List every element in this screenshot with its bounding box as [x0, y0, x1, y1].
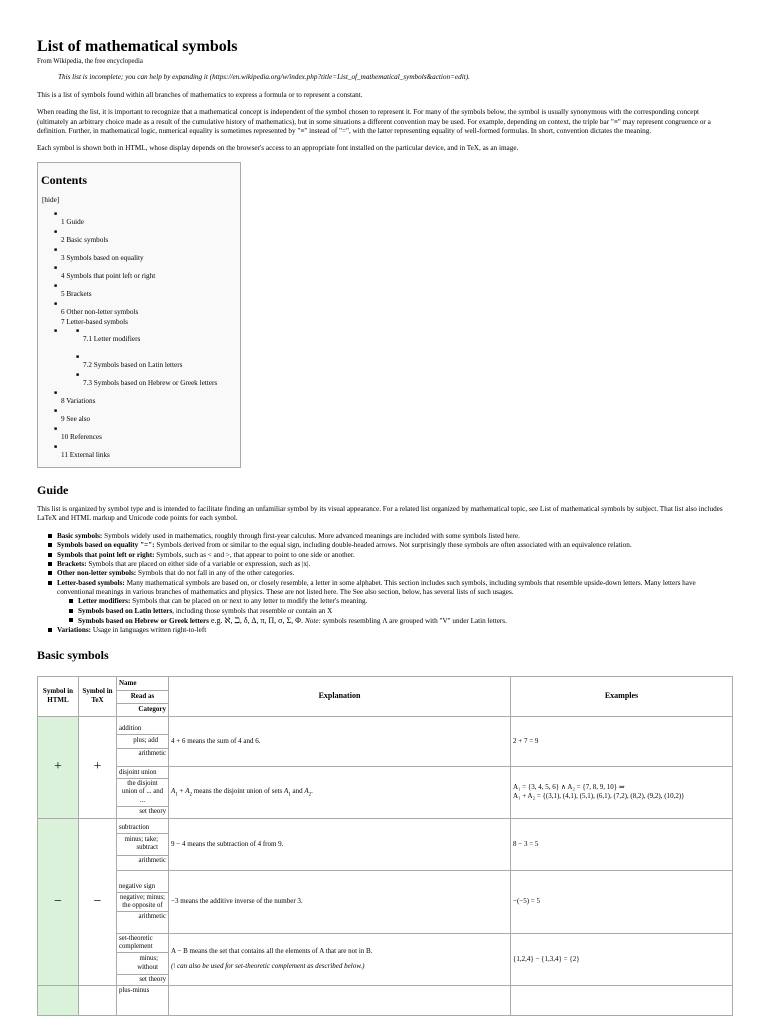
list-item: Basic symbols: Symbols widely used in mathematics, roughly through first-year calculus. More advanced meanings are included with some symbols listed here. [37, 532, 731, 541]
symbol-tex-cell: − [79, 818, 117, 985]
list-item: Letter-based symbols: Many mathematical symbols are based on, or closely resemble, a letter in some alphabet. This section includes such symbols, including symbols that resemble upside-down letters. Many letters have conventional meanings in various branches of mathematics and physics. These are not listed here. The See also section, below, has several lists of such usages. Letter modifiers: Symbols that can be placed on or next to any letter to modify the letter's meaning. Symbols based on Latin letters, including those symbols that resemble or contain an X Symbols based on Hebrew or Greek letters e.g. ℵ, ℶ, δ, Δ, π, Π, σ, Σ, Φ. Note: symbols resembling Λ are grouped with "V" under Latin letters. [37, 579, 731, 627]
list-item: Letter modifiers: Symbols that can be placed on or next to any letter to modify the letter's meaning. [57, 597, 731, 606]
bullet-icon: ■ [54, 211, 58, 217]
list-item: Symbols that point left or right: Symbols, such as < and >, that appear to point to one side or another. [37, 551, 731, 560]
table-row [38, 716, 733, 766]
bullet-icon: ■ [76, 372, 80, 378]
bullet-icon: ■ [54, 408, 58, 414]
toc-item[interactable]: ■ 6 Other non-letter symbols [54, 301, 139, 316]
table-row [38, 870, 733, 933]
basic-symbols-table [37, 676, 733, 1016]
bullet-icon: ■ [54, 247, 58, 253]
list-item: Other non-letter symbols: Symbols that do not fall in any of the other categories. [37, 569, 731, 578]
name-cell: set-theoretic complement minus; without set theory [117, 933, 169, 985]
symbol-html-cell: − [38, 818, 79, 985]
tagline: From Wikipedia, the free encyclopedia [37, 57, 143, 65]
toc-hide-link[interactable]: [hide] [42, 196, 60, 205]
bullet-icon: ■ [76, 328, 80, 334]
name-cell: subtraction minus; take; subtract arithmetic [117, 818, 169, 870]
hatnote[interactable]: This list is incomplete; you can help by expanding it (https://en.wikipedia.org/w/index.php?title=List_of_mathematical_symbols&action=edit). [58, 73, 470, 82]
table-row [38, 933, 733, 985]
bullet-icon: ■ [54, 229, 58, 235]
bullet-icon [48, 534, 52, 538]
col-header-category: Category [117, 703, 169, 716]
list-item: Brackets: Symbols that are placed on either side of a variable or expression, such as |x|. [37, 560, 731, 569]
name-cell: addition plus; add arithmetic [117, 716, 169, 766]
col-header-read-as: Read as [117, 690, 169, 703]
bullet-icon [69, 609, 73, 613]
bullet-icon: ■ [54, 328, 58, 334]
list-item: Symbols based on Latin letters, including those symbols that resemble or contain an X [57, 607, 731, 616]
bullet-icon: ■ [54, 283, 58, 289]
name-cell: negative sign negative; minus; the opposite of arithmetic [117, 870, 169, 933]
list-item: Variations: Usage in languages written right-to-left [37, 626, 731, 635]
col-header-explanation: Explanation [169, 676, 511, 716]
list-item: Symbols based on Hebrew or Greek letters e.g. ℵ, ℶ, δ, Δ, π, Π, σ, Σ, Φ. Note: symbols resembling Λ are grouped with "V" under Latin letters. [57, 616, 731, 626]
table-of-contents [37, 162, 241, 468]
symbol-html-cell [38, 985, 79, 1015]
table-row [38, 818, 733, 870]
symbol-html-cell: + [38, 716, 79, 818]
symbol-tex-cell: + [79, 716, 117, 818]
symbol-tex-cell [79, 985, 117, 1015]
explanation-cell: 4 + 6 means the sum of 4 and 6. [169, 716, 511, 766]
guide-sublist [57, 597, 731, 626]
bullet-icon: ■ [54, 301, 58, 307]
bullet-icon: ■ [54, 444, 58, 450]
bullet-icon [48, 581, 52, 585]
bullet-icon [48, 628, 52, 632]
example-cell: 8 − 3 = 5 [511, 818, 733, 870]
bullet-icon [48, 543, 52, 547]
toc-item[interactable]: ■ 5 Brackets [54, 283, 92, 298]
bullet-icon [69, 618, 73, 622]
toc-item[interactable]: ■ 10 References [54, 426, 102, 441]
guide-heading: Guide [37, 482, 69, 497]
name-cell: plus-minus [117, 985, 169, 1015]
col-header-symbol-tex: Symbol in TeX [79, 676, 117, 716]
bullet-icon [48, 553, 52, 557]
toc-list [41, 210, 235, 461]
bullet-icon [48, 562, 52, 566]
toc-item[interactable]: ■ 2 Basic symbols [54, 229, 109, 244]
guide-paragraph: This list is organized by symbol type and is intended to facilitate finding an unfamiliar symbol by its visual appearance. For a related list organized by mathematical topic, see List of mathematical symbols by subject. That list also includes LaTeX and HTML markup and Unicode code points for each symbol. [37, 505, 723, 523]
guide-list [37, 532, 731, 636]
basic-symbols-heading: Basic symbols [37, 647, 109, 662]
toc-item[interactable]: 7 Letter-based symbols [61, 317, 128, 326]
example-cell: 2 + 7 = 9 [511, 716, 733, 766]
explanation-cell [169, 985, 511, 1015]
table-row [38, 766, 733, 818]
toc-item[interactable]: ■ 4 Symbols that point left or right [54, 265, 156, 280]
bullet-icon: ■ [54, 426, 58, 432]
name-cell: disjoint union the disjoint union of ... and ... set theory [117, 766, 169, 818]
toc-item[interactable]: ■ 7.3 Symbols based on Hebrew or Greek letters [76, 372, 218, 387]
list-item: Symbols based on equality "=": Symbols derived from or similar to the equal sign, including double-headed arrows. Not surprisingly these symbols are often associated with an equivalence relation. [37, 541, 731, 550]
toc-item[interactable]: ■ 7.2 Symbols based on Latin letters [76, 354, 183, 369]
toc-item[interactable]: ■ ■ 7.1 Letter modifiers [54, 328, 141, 343]
col-header-examples: Examples [511, 676, 733, 716]
bullet-icon: ■ [54, 390, 58, 396]
col-header-name: Name [117, 676, 169, 690]
toc-item[interactable]: ■ 3 Symbols based on equality [54, 247, 144, 262]
example-cell: −(−5) = 5 [511, 870, 733, 933]
col-header-symbol-html: Symbol in HTML [38, 676, 79, 716]
explanation-cell: 9 − 4 means the subtraction of 4 from 9. [169, 818, 511, 870]
page-title: List of mathematical symbols [37, 38, 238, 55]
example-cell: A₁ = {3, 4, 5, 6} ∧ A₂ = {7, 8, 9, 10} ⇒ A₁ + A₂ = {(3,1), (4,1), (5,1), (6,1), (7,2), (8,2), (9,2), (10,2)} [511, 766, 733, 818]
intro-paragraph-2: When reading the list, it is important to recognize that a mathematical concept is independent of the symbol chosen to represent it. For many of the symbols below, the symbol is usually synonymous with the corresponding concept (ultimately an arbitrary choice made as a result of the cumulative history of mathematics), but in some situations a different convention may be used. For example, depending on context, the triple bar "≡" may represent congruence or a definition. Further, in mathematical logic, numerical equality is sometimes represented by "≡" instead of "=", with the latter representing equality of well-formed formulas. In short, convention dictates the meaning. [37, 108, 711, 135]
explanation-cell: −3 means the additive inverse of the number 3. [169, 870, 511, 933]
toc-title: Contents [41, 172, 88, 187]
example-cell [511, 985, 733, 1015]
bullet-icon [48, 571, 52, 575]
bullet-icon [69, 599, 73, 603]
toc-item[interactable]: ■ 9 See also [54, 408, 91, 423]
bullet-icon: ■ [54, 265, 58, 271]
intro-paragraph-1: This is a list of symbols found within all branches of mathematics to express a formula or to represent a constant. [37, 90, 363, 99]
toc-item[interactable]: ■ 1 Guide [54, 211, 84, 226]
explanation-cell: A − B means the set that contains all the elements of A that are not in B. (\ can also be used for set-theoretic complement as described below.) [169, 933, 511, 985]
toc-item[interactable]: ■ 8 Variations [54, 390, 96, 405]
table-row [38, 985, 733, 1015]
toc-item[interactable]: ■ 11 External links [54, 444, 110, 459]
explanation-cell: $A_1 + A_2$ means the disjoint union of sets $A_1$ and $A_2$. [169, 766, 511, 818]
bullet-icon: ■ [76, 354, 80, 360]
example-cell: {1,2,4} − {1,3,4} = {2} [511, 933, 733, 985]
intro-paragraph-3: Each symbol is shown both in HTML, whose display depends on the browser's access to an appropriate font installed on the particular device, and in TeX, as an image. [37, 144, 519, 153]
